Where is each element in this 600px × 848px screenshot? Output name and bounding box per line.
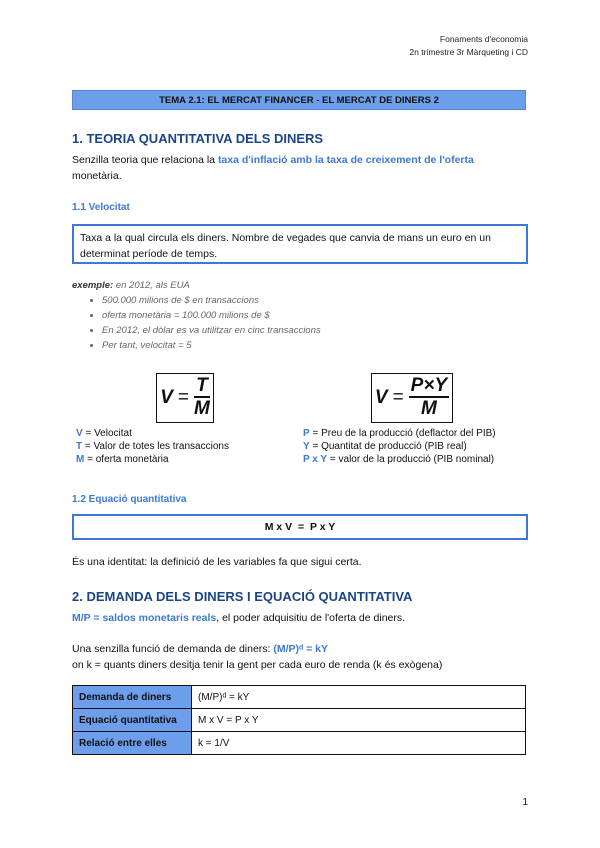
identity-note: És una identitat: la definició de les variables fa que sigui certa. xyxy=(72,556,362,568)
legend-key: M xyxy=(76,454,85,465)
example-text: en 2012, als EUA xyxy=(113,280,190,291)
formula-lhs: V xyxy=(160,387,173,408)
legend-key: P xyxy=(303,428,310,439)
legend-text: = Preu de la producció (deflactor del PIB) xyxy=(309,428,496,439)
demand-function-highlight: (M/P)ᵈ = kY xyxy=(273,643,328,655)
subsection-equation-title: 1.2 Equació quantitativa xyxy=(72,494,187,505)
list-item: • En 2012, el dòlar es va utilitzar en cinc transaccions xyxy=(102,323,321,338)
topic-banner: TEMA 2.1: EL MERCAT FINANCER - EL MERCAT DE DINERS 2 xyxy=(72,90,526,110)
demand-function-text: Una senzilla funció de demanda de diners: xyxy=(72,643,274,655)
table-label: Relació entre elles xyxy=(73,732,192,755)
legend-key: Y xyxy=(303,441,310,452)
summary-table xyxy=(72,685,526,755)
velocity-definition: Taxa a la qual circula els diners. Nombre de vegades que canvia de mans un euro en un determinat període de temps. xyxy=(80,232,491,260)
legend-text: = oferta monetària xyxy=(84,454,169,465)
formula-numerator: P×Y xyxy=(410,375,448,396)
legend-text: = Velocitat xyxy=(82,428,132,439)
legend-text: = Valor de totes les transaccions xyxy=(82,441,229,452)
table-row xyxy=(73,709,526,732)
table-value: k = 1/V xyxy=(192,732,526,755)
formula-equals: = xyxy=(177,387,189,408)
demand-function-note: on k = quants diners desitja tenir la gent per cada euro de renda (k és exògena) xyxy=(72,659,443,671)
formula-fraction xyxy=(409,376,449,420)
formula-lhs: V xyxy=(374,387,388,408)
velocity-definition-box xyxy=(72,224,528,264)
page-number: 1 xyxy=(522,797,528,808)
legend-item xyxy=(76,427,229,440)
velocity-formula xyxy=(156,373,214,423)
legend-item xyxy=(303,427,496,440)
quantity-equation-box xyxy=(72,514,528,540)
real-balances-line xyxy=(72,610,528,626)
table-label: Equació quantitativa xyxy=(73,709,192,732)
legend-item xyxy=(303,440,496,453)
page-header xyxy=(409,33,528,59)
legend-item xyxy=(76,453,229,466)
intro-highlight: taxa d'inflació amb la taxa de creixement de l'oferta xyxy=(217,154,474,166)
demand-function-line xyxy=(72,641,528,673)
header-course: Fonaments d'economia xyxy=(439,34,528,44)
table-row xyxy=(73,686,526,709)
legend-text: = valor de la producció (PIB nominal) xyxy=(327,454,495,465)
legend-key: P x Y xyxy=(303,454,328,465)
legend-key: T xyxy=(76,441,83,452)
table-value: M x V = P x Y xyxy=(192,709,526,732)
legend-item xyxy=(76,440,229,453)
intro-text-end: monetària. xyxy=(72,170,122,182)
formula-denominator: M xyxy=(420,398,437,419)
section1-intro xyxy=(72,152,528,184)
subsection-velocity-title: 1.1 Velocitat xyxy=(72,202,130,213)
table-label: Demanda de diners xyxy=(73,686,192,709)
example-intro xyxy=(72,278,190,293)
header-term: 2n trimestre 3r Màrqueting i CD xyxy=(409,47,528,57)
list-item: • oferta monetària = 100.000 milions de $ xyxy=(102,308,321,323)
list-item: • Per tant, velocitat = 5 xyxy=(102,338,321,353)
legend-right xyxy=(303,427,496,466)
real-balances-text: , el poder adquisitiu de l'oferta de diners. xyxy=(216,612,406,624)
formula-numerator: T xyxy=(196,375,208,396)
legend-item xyxy=(303,453,496,466)
list-item: • 500.000 milions de $ en transaccions xyxy=(102,293,321,308)
formula-denominator: M xyxy=(193,398,210,419)
legend-text: = Quantitat de producció (PIB real) xyxy=(309,441,467,452)
formula-fraction xyxy=(194,376,210,420)
quantity-equation: M x V = P x Y xyxy=(264,521,336,533)
intro-text: Senzilla teoria que relaciona la xyxy=(72,154,218,166)
example-list xyxy=(88,293,321,353)
legend-key: V xyxy=(76,428,83,439)
real-balances-highlight: M/P = saldos monetaris reals xyxy=(72,612,217,624)
table-value: (M/P)ᵈ = kY xyxy=(192,686,526,709)
nominal-velocity-formula xyxy=(371,373,453,423)
legend-left xyxy=(76,427,229,466)
section1-title: 1. TEORIA QUANTITATIVA DELS DINERS xyxy=(72,131,324,146)
example-label: exemple: xyxy=(72,280,114,291)
table-row xyxy=(73,732,526,755)
formula-equals: = xyxy=(392,387,404,408)
section2-title: 2. DEMANDA DELS DINERS I EQUACIÓ QUANTITATIVA xyxy=(72,589,413,604)
